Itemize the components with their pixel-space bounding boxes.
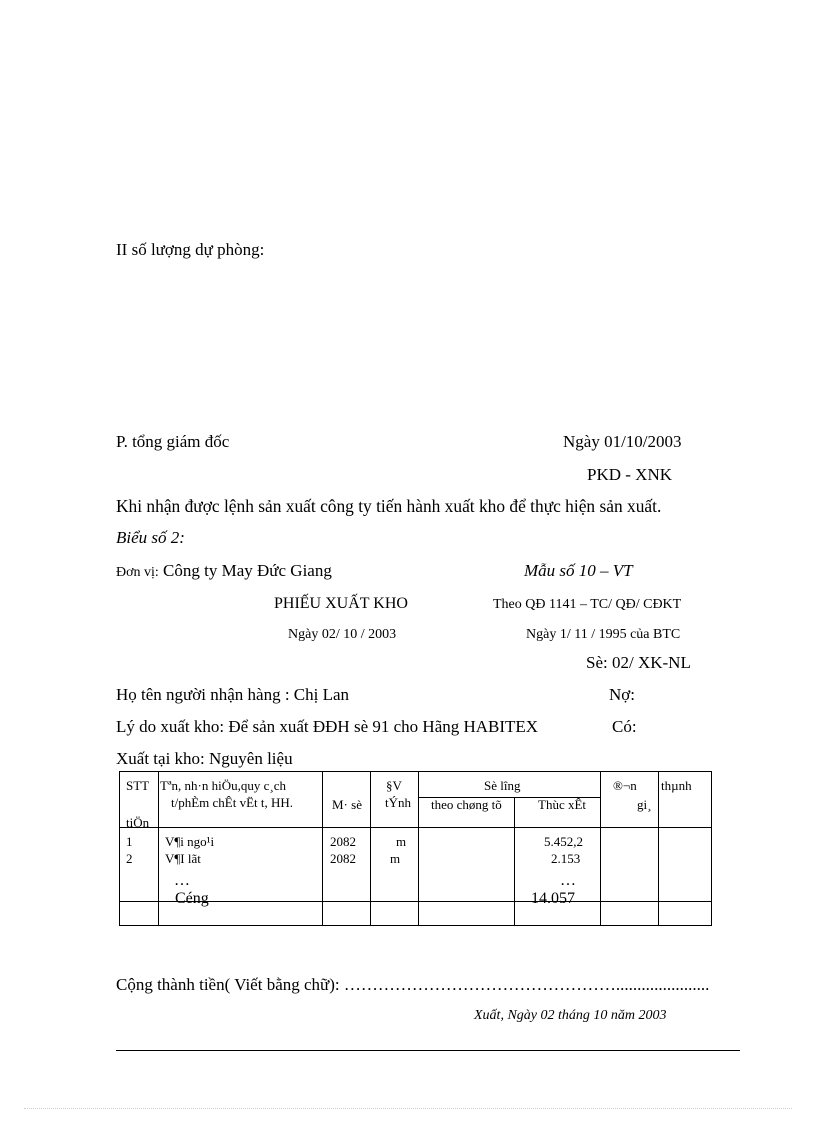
header-to: PKD - XNK: [587, 465, 672, 484]
total-value: 14.057: [531, 890, 575, 907]
ellipsis-name: …: [174, 872, 190, 889]
th-qty-actual: Thùc xÊt: [538, 797, 587, 812]
th-unit-l1: §V: [386, 778, 402, 793]
unit-label: Đơn vị:: [116, 565, 159, 580]
table-border-right: [711, 771, 712, 926]
th-price-l1: ®¬n: [613, 778, 637, 793]
th-stt-sub: tiÖn: [126, 815, 150, 830]
intro-text: Khi nhận được lệnh sản xuất công ty tiến hành xuất kho để thực hiện sản xuất.: [116, 496, 662, 516]
warehouse: Xuất tại kho: Nguyên liệu: [116, 749, 293, 768]
th-amount: thµnh: [661, 778, 692, 793]
row1-actual: 5.452,2: [544, 834, 583, 849]
debit-label: Nợ:: [609, 685, 635, 704]
form-ref: Biểu số 2:: [116, 528, 185, 547]
ellipsis-actual: …: [560, 872, 576, 889]
reason: Lý do xuất kho: Để sản xuất ĐĐH sè 91 cho Hãng HABITEX: [116, 717, 539, 736]
col-sep: [658, 771, 659, 926]
unit-line: [116, 561, 332, 583]
col-sep: [600, 771, 601, 926]
sign-date: Xuất, Ngày 02 tháng 10 năm 2003: [474, 1008, 667, 1023]
doc-date: Ngày 02/ 10 / 2003: [288, 627, 397, 642]
row2-code: 2082: [330, 851, 356, 866]
decision: Theo QĐ 1141 – TC/ QĐ/ CĐKT: [493, 597, 682, 612]
credit-label: Có:: [612, 717, 637, 736]
header-from: P. tổng giám đốc: [116, 432, 230, 451]
unit-value: Công ty May Đức Giang: [163, 561, 332, 580]
row2-actual: 2.153: [551, 851, 581, 866]
table-border-left: [119, 771, 120, 926]
row-sep-header: [119, 827, 712, 828]
table-border-top: [119, 771, 712, 772]
section-heading: II số lượng dự phòng:: [116, 240, 265, 259]
row2-unit: m: [390, 851, 401, 866]
table-border-bottom: [119, 925, 712, 926]
signature-line: [116, 1050, 740, 1051]
row1-code: 2082: [330, 834, 356, 849]
th-price-l2: gi¸: [637, 797, 652, 812]
col-sep: [322, 771, 323, 926]
receiver: Họ tên người nhận hàng : Chị Lan: [116, 685, 350, 704]
row1-unit: m: [396, 834, 407, 849]
col-sep: [370, 771, 371, 926]
decision-date: Ngày 1/ 11 / 1995 của BTC: [526, 627, 681, 642]
th-name-l2: t/phÈm chÊt vËt t, HH.: [171, 795, 294, 810]
doc-title: PHIẾU XUẤT KHO: [274, 595, 408, 612]
th-qty-doc: theo chøng tõ: [431, 797, 502, 812]
row2-stt: 2: [126, 851, 133, 866]
col-sep: [514, 797, 515, 926]
row2-name: V¶I lãt: [165, 851, 201, 866]
col-sep: [418, 771, 419, 926]
th-unit-l2: tÝnh: [385, 795, 411, 810]
th-stt: STT: [126, 778, 150, 793]
th-qty: Sè lîng: [484, 778, 521, 793]
total-label: Céng: [175, 890, 209, 907]
col-sep: [158, 771, 159, 926]
page-bottom-dotted-rule: [24, 1108, 792, 1109]
header-date: Ngày 01/10/2003: [563, 432, 682, 451]
total-in-words: Cộng thành tiền( Viết bằng chữ): …………………………………………......................: [116, 975, 710, 994]
doc-number: Sè: 02/ XK-NL: [586, 653, 691, 672]
th-name-l1: Tªn, nh·n hiÖu,quy c¸ch: [160, 778, 286, 793]
row1-name: V¶i ngo¹i: [165, 834, 215, 849]
form-code: Mẫu số 10 – VT: [524, 561, 633, 580]
row1-stt: 1: [126, 834, 133, 849]
th-code: M· sè: [332, 797, 362, 812]
